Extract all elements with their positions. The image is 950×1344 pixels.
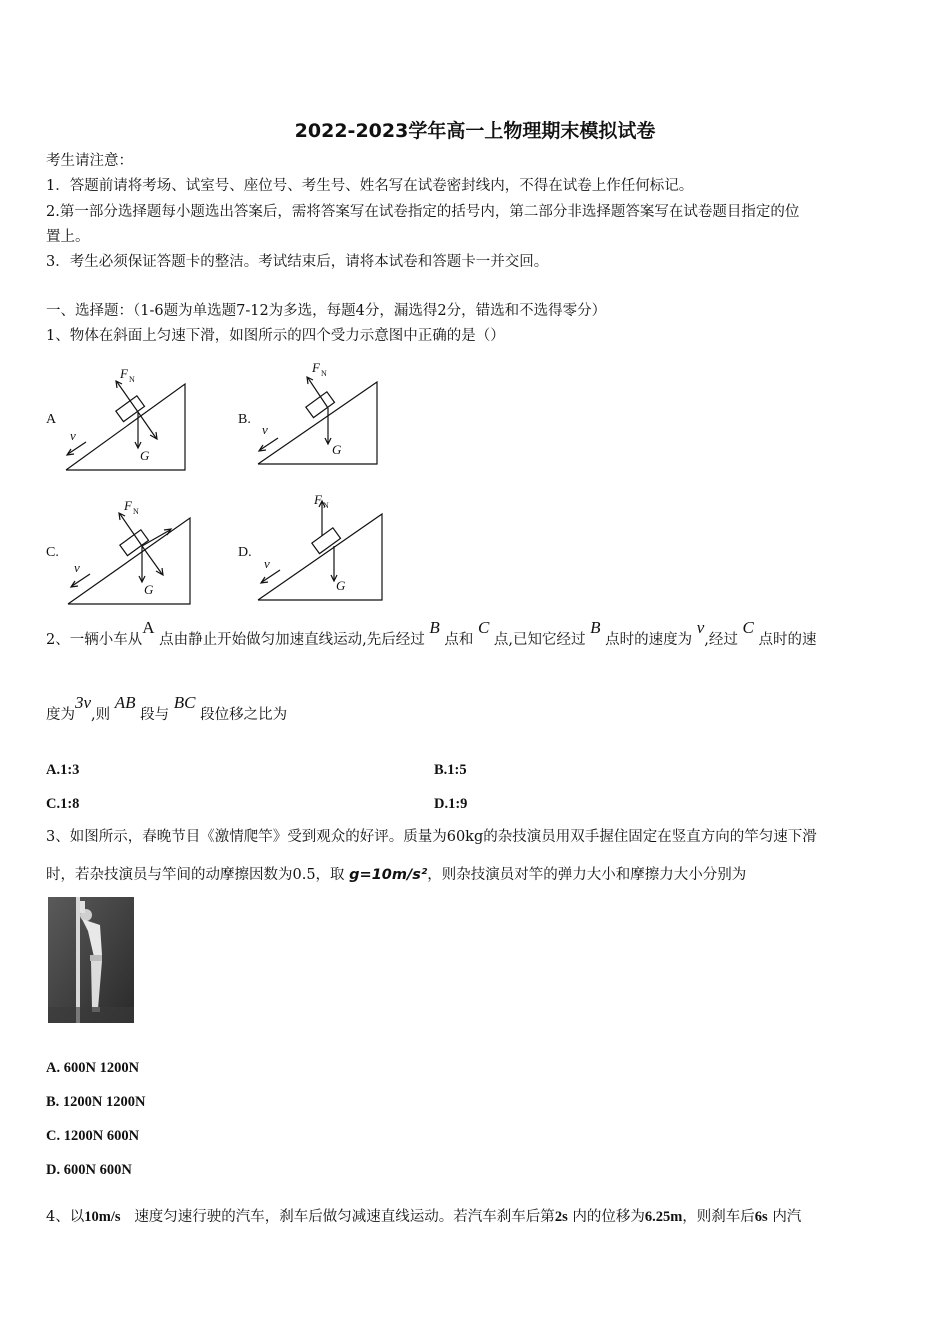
q2-point-c: C <box>477 618 490 637</box>
notice-heading: 考生请注意： <box>46 153 133 169</box>
q4-distance: 6.25m <box>644 1209 683 1225</box>
q1-option-d-label: D. <box>238 545 252 560</box>
q2-text-3: 点和 <box>444 632 474 648</box>
q4-line-1 <box>46 1208 801 1226</box>
notice-line-1: 1．答题前请将考场、试室号、座位号、考生号、姓名写在试卷密封线内，不得在试卷上作任何标记。 <box>46 178 694 194</box>
q4-speed: 10m/s <box>84 1209 121 1225</box>
svg-text:F: F <box>120 366 128 381</box>
q2-point-a: A <box>142 618 155 637</box>
svg-text:F: F <box>124 498 132 513</box>
q1-figure-c <box>62 494 197 609</box>
q3-text-1: 时，若杂技演员与竿间的动摩擦因数为0.5，取 <box>46 867 345 883</box>
q4-text-1: 4、以 <box>46 1209 85 1225</box>
q4-text-3: 内的位移为 <box>572 1209 645 1225</box>
q2-velocity-3v: 3v <box>75 693 92 712</box>
svg-text:F: F <box>314 492 322 507</box>
q4-time-6s: 6s <box>754 1209 768 1225</box>
q3-line-1: 3、如图所示，春晚节目《激情爬竿》受到观众的好评。质量为60kg的杂技演员用双手握住固定在竖直方向的竿匀速下滑 <box>46 829 817 845</box>
q1-figure-b <box>252 358 387 473</box>
q2-text-7: 点时的速 <box>758 632 817 648</box>
q2-text-1: 2、一辆小车从 <box>46 632 143 648</box>
q4-text-2: 速度匀速行驶的汽车，刹车后做匀减速直线运动。若汽车刹车后第 <box>134 1209 555 1225</box>
svg-text:N: N <box>321 369 327 378</box>
svg-text:F: F <box>312 360 320 375</box>
notice-line-3: 置上。 <box>46 229 90 245</box>
q1-figure-a <box>60 362 195 477</box>
q3-option-d: D. 600N 600N <box>46 1162 132 1178</box>
q2-text-8: 度为 <box>46 707 75 723</box>
svg-text:v: v <box>74 560 80 575</box>
notice-line-4: 3．考生必须保证答题卡的整洁。考试结束后，请将本试卷和答题卡一并交回。 <box>46 254 549 270</box>
q2-option-d: D.1:9 <box>434 796 468 812</box>
svg-text:N: N <box>133 507 139 516</box>
svg-text:G: G <box>140 448 150 463</box>
q3-line-2 <box>46 866 746 884</box>
q2-text-10: 段与 <box>140 707 170 723</box>
q2-segment-ab: AB <box>114 693 136 712</box>
svg-text:G: G <box>144 582 154 597</box>
q2-point-b: B <box>429 618 440 637</box>
q3-option-a: A. 600N 1200N <box>46 1060 140 1076</box>
q3-option-b: B. 1200N 1200N <box>46 1094 146 1110</box>
acrobat-photo <box>48 897 134 1023</box>
q2-line-2 <box>46 693 288 724</box>
q2-text-9: ,则 <box>91 707 111 723</box>
q1-stem: 1、物体在斜面上匀速下滑，如图所示的四个受力示意图中正确的是（） <box>46 328 505 344</box>
svg-text:v: v <box>70 428 76 443</box>
q4-text-5: 内汽 <box>772 1209 802 1225</box>
svg-text:v: v <box>264 556 270 571</box>
svg-text:N: N <box>323 501 329 510</box>
q2-text-5: 点时的速度为 <box>605 632 693 648</box>
q1-option-b-label: B. <box>238 412 251 427</box>
q2-point-b2: B <box>590 618 601 637</box>
q2-text-11: 段位移之比为 <box>200 707 288 723</box>
q3-option-c: C. 1200N 600N <box>46 1128 140 1144</box>
svg-text:v: v <box>262 422 268 437</box>
q2-option-c: C.1:8 <box>46 796 80 812</box>
q1-option-a-label: A <box>46 412 57 427</box>
q3-gravity: g=10m/s² <box>349 867 428 883</box>
q2-velocity: v <box>696 618 705 637</box>
q3-text-2: ，则杂技演员对竿的弹力大小和摩擦力大小分别为 <box>427 867 747 883</box>
q4-text-4: ，则刹车后 <box>682 1209 755 1225</box>
q2-text-6: ,经过 <box>704 632 738 648</box>
svg-text:G: G <box>336 578 346 593</box>
q2-point-c2: C <box>742 618 754 637</box>
q2-text-4: 点,已知它经过 <box>493 632 586 648</box>
page-title: 2022-2023学年高一上物理期末模拟试卷 <box>294 120 656 142</box>
q2-segment-bc: BC <box>173 693 196 712</box>
svg-text:G: G <box>332 442 342 457</box>
q4-time-2s: 2s <box>554 1209 568 1225</box>
q2-line-1 <box>46 618 817 649</box>
q1-option-c-label: C. <box>46 545 59 560</box>
q2-option-a: A.1:3 <box>46 762 80 778</box>
q2-option-b: B.1:5 <box>434 762 467 778</box>
svg-text:N: N <box>129 375 135 384</box>
notice-line-2: 2.第一部分选择题每小题选出答案后，需将答案写在试卷指定的括号内，第二部分非选择题答案写在试卷题目指定的位 <box>46 204 800 220</box>
q2-text-2: 点由静止开始做匀加速直线运动,先后经过 <box>159 632 425 648</box>
section-heading: 一、选择题：（1-6题为单选题7-12为多选，每题4分，漏选得2分，错选和不选得零分） <box>46 303 607 319</box>
q1-figure-d <box>252 490 387 605</box>
